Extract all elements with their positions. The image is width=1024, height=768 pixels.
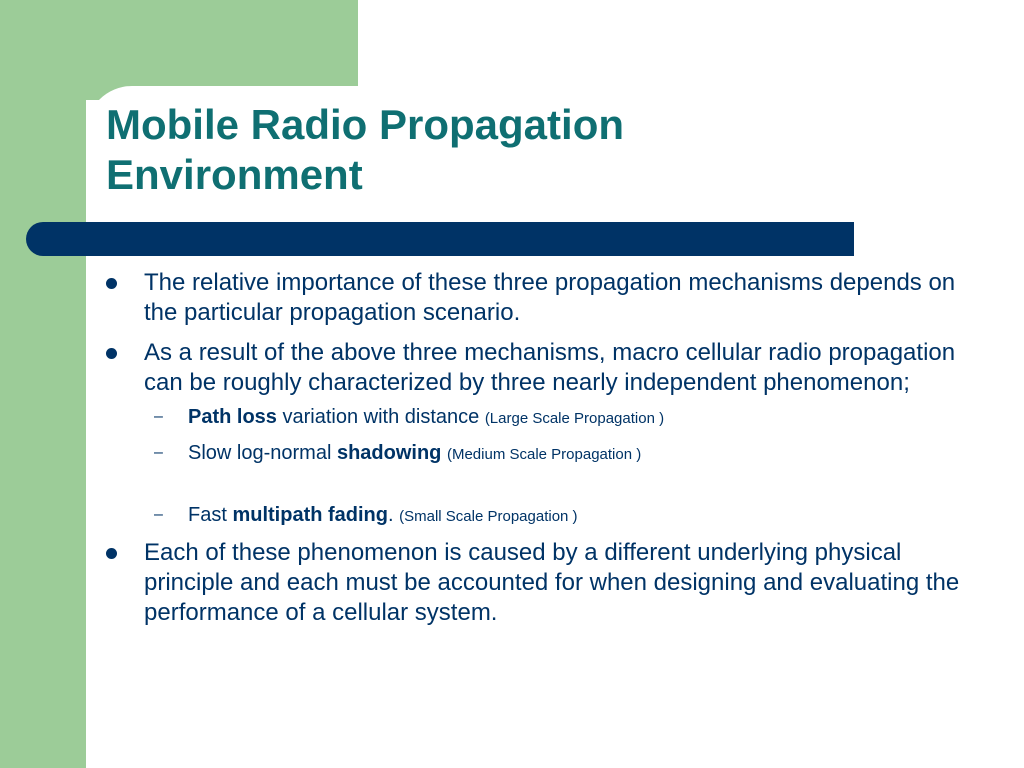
sub-bullet-item xyxy=(104,402,984,434)
sub-bullet-note: (Large Scale Propagation ) xyxy=(484,410,665,427)
title-divider-bar-end xyxy=(843,222,854,256)
sub-bullet-emphasis: Path loss xyxy=(188,406,277,428)
dash-icon: – xyxy=(154,506,163,523)
slide-title xyxy=(106,100,806,200)
bullet-text: The relative importance of these three propagation mechanisms depends on the particular propagation scenario. xyxy=(144,269,956,326)
slide-title-line2: Environment xyxy=(106,151,363,198)
sub-bullet-pre: Fast xyxy=(188,504,233,526)
bullet-dot-icon xyxy=(106,548,117,559)
sub-bullet-item xyxy=(104,500,984,532)
sub-bullet-note: (Small Scale Propagation ) xyxy=(399,508,578,525)
left-green-band xyxy=(0,0,86,768)
sub-bullet-post: variation with distance xyxy=(276,406,485,428)
sub-bullet-post: . xyxy=(388,504,400,526)
sub-bullet-emphasis: shadowing xyxy=(336,442,442,464)
top-green-band xyxy=(0,0,358,100)
bullet-text: Each of these phenomenon is caused by a different underlying physical principle and each must be accounted for when designing and evaluating the performance of a cellular system. xyxy=(144,539,960,626)
dash-icon: – xyxy=(154,444,163,461)
bullet-item xyxy=(104,538,984,628)
slide-body xyxy=(104,268,984,628)
sub-bullet-pre: Slow log-normal xyxy=(188,442,337,464)
bullet-item xyxy=(104,338,984,398)
dash-icon: – xyxy=(154,408,163,425)
bullet-dot-icon xyxy=(106,348,117,359)
sub-bullet-emphasis: multipath fading xyxy=(232,504,388,526)
bullet-dot-icon xyxy=(106,278,117,289)
sub-bullet-note: (Medium Scale Propagation ) xyxy=(446,446,642,463)
bullet-text: As a result of the above three mechanisms, macro cellular radio propagation can be roughly characterized by three nearly independent phenomenon; xyxy=(144,339,956,396)
title-divider-bar xyxy=(26,222,854,256)
sub-bullet-item xyxy=(104,438,984,470)
bullet-item xyxy=(104,268,984,328)
slide-title-line1: Mobile Radio Propagation xyxy=(106,101,625,148)
